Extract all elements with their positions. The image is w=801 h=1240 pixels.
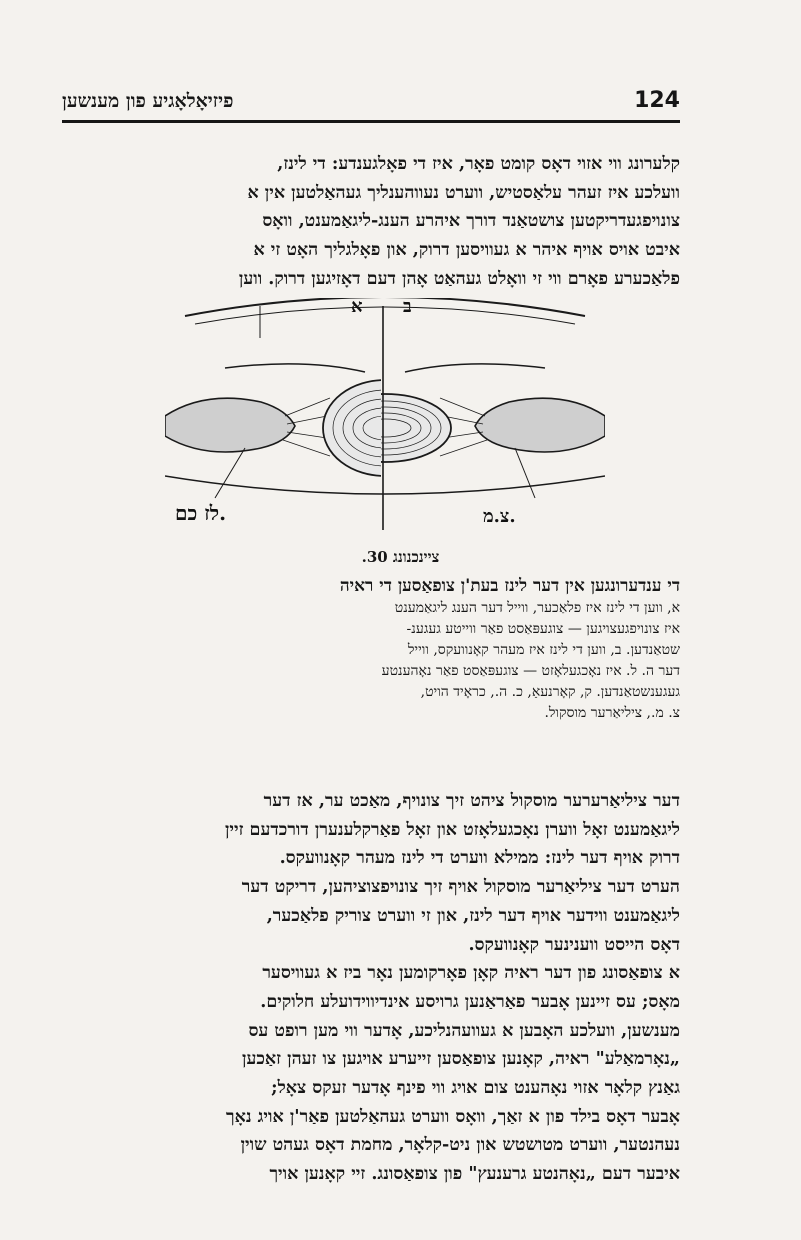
text-line: „נאָרמאַלע" ראיה, קאָנען צופאַסען זייערע אויגען צו זעהן זאַכען	[242, 1049, 680, 1070]
iris-left	[225, 364, 365, 372]
caption-line: שטאַנדען. ב, ווען די לינז איז מעהר קאָנוועקס, ווייל	[407, 642, 680, 658]
caption-line: א, ווען די לינז איז פלאַכער, ווייל דער הענג ליגאַמענט	[394, 600, 680, 616]
page-header	[62, 88, 680, 118]
caption-line: געגענשטאַנדען. ק, קאָרנעאַ, כ. ה., כראָיד הויט,	[420, 684, 680, 700]
text-line: מענשען, וועלכע האָבען א געוועהנליכע, אָדער ווי מען רופט עס	[248, 1020, 680, 1041]
running-title: פיזיאָלאָגיע פון מענשען	[62, 90, 234, 112]
text-line: ליגאַמענט זאָל ווערן נאָכגעלאָזט און זאָל פאַרקלענערן דורכדעם זיין	[224, 819, 680, 840]
text-line: גאַנץ קלאָר אזוי נאָהענט צום אויג ווי פינף אָדער זעקס צאָל;	[271, 1078, 680, 1099]
text-line: פלאַכערע פאָרם ווי זי וואָלט געהאַט אָהן דעם דאָזיגען דרוק. ווען	[238, 268, 680, 289]
cornea-inner	[195, 307, 575, 324]
label-a: א	[351, 298, 363, 317]
text-line: דרוק אויף דער לינז: ממילא ווערט די לינז מעהר קאָנוועקס.	[279, 848, 680, 869]
text-line: קלערונג ווי אזוי דאָס קומט פאָר, איז די פאָלגענדע: די לינז,	[277, 154, 680, 174]
text-line: דער ציליאַרערער מוסקול ציהט זיך צונויף, מאַכט ער, אז דער	[263, 791, 680, 811]
caption-line: איז צונויפגעצויגען — צוגעפּאַסט פאַר ווייטע געגענ-	[406, 621, 680, 637]
text-line: וועלכע איז זעהר עלאַסטיש, ווערט נעווהענליך געהאַלטען אין א	[247, 182, 680, 203]
ciliary-body-right	[475, 398, 605, 452]
text-line: איבט אויס אויף איהר א געוויסען דרוק, און פאָלגליך האָט זי א	[253, 240, 680, 261]
text-line: דאָס הייסט ווענינער קאָנוועקס.	[468, 934, 680, 955]
pointer-lz	[215, 448, 245, 498]
text-line: מאָס; עס זיינען אָבער פאַראַנען גרויסע אינדיווידועלע חלוקים.	[260, 991, 680, 1012]
intro-paragraph	[62, 150, 680, 294]
text-line: צונויפגעדריקטען צושטאַנד דורך איהרע הענג-ליגאַמענט, וואָס	[262, 211, 680, 232]
text-line: ליגאַמענט ווידער אויף דער לינז, און זי ווערט צוריק פלאַכער,	[266, 905, 680, 926]
text-line: הערט דער ציליאַרער מוסקול אויף זיך צונויפצוציהען, דריקט דער	[241, 877, 680, 898]
text-line: איבער דעם „נאָהנטע גרענעץ" פון צופאַסונג. זיי קאָנען אויך	[269, 1164, 680, 1185]
text-line: נעהנטער, ווערט מטושטש און ניט-קלאָר, מחמת דאָס געהט שוין	[240, 1135, 680, 1156]
body-paragraph	[62, 787, 680, 1189]
iris-right	[405, 364, 545, 372]
figure-caption	[232, 574, 680, 724]
label-right: צ.מ.	[483, 506, 516, 527]
figure-caption-title: ציינכנונג 30.	[361, 548, 440, 566]
pointer-tsm	[515, 448, 535, 498]
caption-line: צ. מ., ציליאַרער מוסקול.	[544, 705, 680, 721]
label-left: לז כם.	[175, 501, 227, 525]
lens-accommodation-figure	[165, 298, 605, 538]
header-rule	[62, 120, 680, 123]
page-number: 124	[634, 88, 680, 113]
label-b: ב	[403, 298, 412, 317]
choroid-line	[165, 476, 605, 494]
text-line: א צופאַסונג פון דער ראיה קאָן פאָרקומען נאָר ביז א געוויסער	[262, 963, 680, 984]
text-line: אָבער דאָס בילד פון א זאַך, וואָס ווערט געהאַלטען פאַר'ן אויג נאָך	[226, 1106, 680, 1127]
caption-line: דער ה. ל. איז נאָכגעלאָזט — צוגעפּאַסט פאַר נאָהענטע	[381, 663, 680, 679]
ciliary-body-left	[165, 398, 295, 452]
caption-lead: די ענדערונגען אין דער לינז בעת'ן צופאַסען די ראיה	[339, 576, 680, 596]
